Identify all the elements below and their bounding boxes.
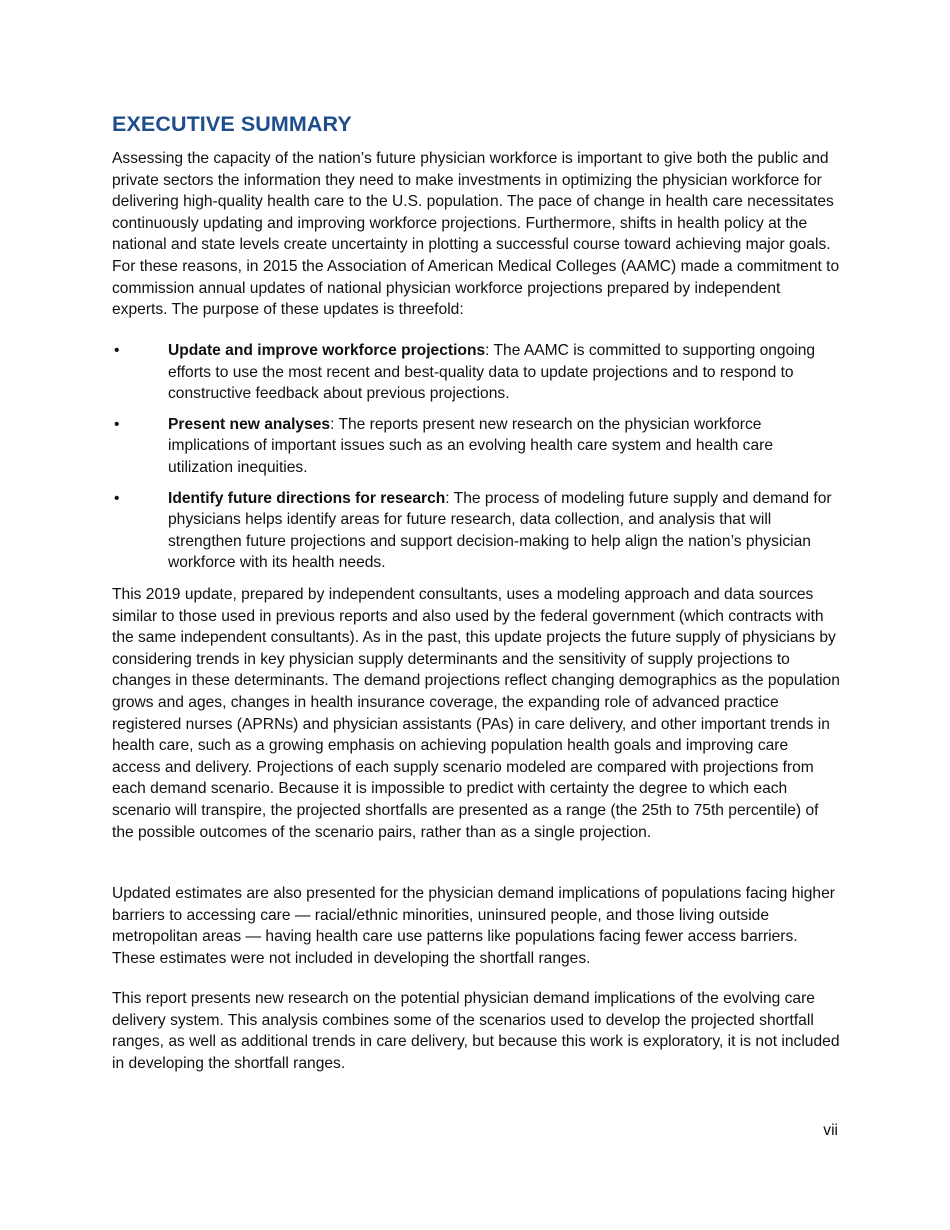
list-item bbox=[112, 488, 842, 574]
bullet-title: Present new analyses bbox=[168, 415, 331, 433]
estimates-paragraph: Updated estimates are also presented for the physician demand implications of populations facing higher barriers to accessing care — racial/ethnic minorities, uninsured people, and those living outside metropolitan areas — having health care use patterns like populations facing fewer access barriers. These estimates were not included in developing the shortfall ranges. bbox=[112, 885, 835, 967]
purpose-list bbox=[112, 340, 842, 583]
list-item bbox=[112, 414, 842, 479]
bullet-text: : The reports present new research on the physician workforce implications of important issues such as an evolving health care system and health care utilization inequities. bbox=[168, 415, 774, 476]
update-2019-paragraph: This 2019 update, prepared by independent consultants, uses a modeling approach and data sources similar to those used in previous reports and also used by the federal government (which contracts with the same independent consultants). As in the past, this update projects the future supply of physicians by considering trends in key physician supply determinants and the sensitivity of supply projections to changes in these determinants. The demand projections reflect changing demographics as the population grows and ages, changes in health insurance coverage, the expanding role of advanced practice registered nurses (APRNs) and physician assistants (PAs) in care delivery, and other important trends in health care, such as a growing emphasis on achieving population health goals and improving care access and delivery. Projections of each supply scenario modeled are compared with projections from each demand scenario. Because it is impossible to predict with certainty the degree to which each scenario will transpire, the projected shortfalls are presented as a range (the 25th to 75th percentile) of the possible outcomes of the scenario pairs, rather than as a single projection. bbox=[112, 586, 840, 841]
intro-paragraph: Assessing the capacity of the nation’s future physician workforce is important to give both the public and private sectors the information they need to make investments in optimizing the physician workforce for delivering high-quality health care to the U.S. population. The pace of change in health care necessitates continuously updating and improving workforce projections. Furthermore, shifts in health policy at the national and state levels create uncertainty in plotting a successful course toward achieving major goals. For these reasons, in 2015 the Association of American Medical Colleges (AAMC) made a commitment to commission annual updates of national physician workforce projections prepared by independent experts. The purpose of these updates is threefold: bbox=[112, 150, 840, 319]
page-number: vii bbox=[823, 1122, 838, 1139]
section-heading: EXECUTIVE SUMMARY bbox=[112, 112, 352, 136]
list-item bbox=[112, 340, 842, 405]
bullet-icon: • bbox=[114, 415, 120, 433]
bullet-text: : The AAMC is committed to supporting ongoing efforts to use the most recent and best-quality data to update projections and to respond to constructive feedback about previous projections. bbox=[168, 342, 816, 403]
bullet-title: Update and improve workforce projections bbox=[168, 342, 486, 359]
bullet-icon: • bbox=[114, 342, 120, 359]
research-paragraph: This report presents new research on the potential physician demand implications of the evolving care delivery system. This analysis combines some of the scenarios used to develop the projected shortfall ranges, as well as additional trends in care delivery, but because this work is exploratory, it is not included in developing the shortfall ranges. bbox=[112, 990, 840, 1072]
bullet-text: : The process of modeling future supply and demand for physicians helps identify areas for future research, data collection, and analysis that will strengthen future projections and support decision-making to help align the nation’s physician workforce with its health needs. bbox=[168, 489, 832, 572]
bullet-icon: • bbox=[114, 489, 120, 507]
bullet-title: Identify future directions for research bbox=[168, 489, 446, 507]
